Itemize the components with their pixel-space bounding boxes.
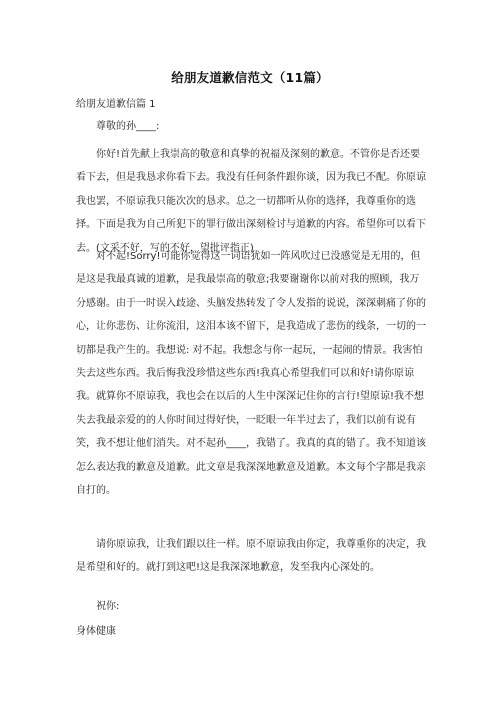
letter-closing-wish: 祝你:	[96, 601, 120, 612]
letter-paragraph-3: 请你原谅我，让我们跟以往一样。原不原谅我由你定，我尊重你的决定，我是希望和好的。就打到这吧!这是我深深地歉意，发至我内心深处的。	[76, 539, 426, 574]
letter-salutation: 尊敬的孙____:	[96, 121, 160, 132]
document-title: 给朋友道歉信范文（11篇）	[171, 70, 329, 85]
letter-paragraph-2: 对不起!Sorry!可能你觉得这一词语犹如一阵风吹过已没感觉是无用的，但是这是我最真诚的道歉，是我最崇高的敬意;我要谢谢你以前对我的照顾，我万分感谢。由于一时误入歧途、头脑发热转发了令人发指的说说，深深刺痛了你的心，让你悲伤、让你流泪，这泪本该不留下，是我造成了悲伤的线条，一切的一切都是我产生的。我想说: 对不起。我想念与你一起玩，一起闹的情景。我害怕失去这些东西。我后悔我没珍惜这些东西!我真心希望我们可以和好!请你原谅我。就算你不原谅我，我也会在以后的人生中深深记住你的言行!望原谅!我不想失去我最亲爱的的人你时间过得好快，一眨眼一年半过去了，我们以前有说有笑，我不想让他们消失。对不起孙____，我错了。我真的真的错了。我不知道该怎么表达我的歉意及道歉。此文章是我深深地歉意及道歉。本文每个字都是我亲自打的。	[76, 251, 426, 497]
letter-closing-health: 身体健康	[76, 626, 116, 637]
letter-paragraph-1: 你好!首先献上我崇高的敬意和真挚的祝福及深刻的歉意。不管你是否还要看下去，但是我恳求你看下去。我没有任何条件跟你谈，因为我已不配。你原谅我也罢，不原谅我只能次次的恳求。总之一切都听从你的选择，我尊重你的选择。下面是我为自己所犯下的罪行做出深刻检讨与道歉的内容。希望你可以看下去。(文采不好，写的不好，望批评指正)	[76, 149, 426, 254]
section-title: 给朋友道歉信篇 1	[76, 99, 156, 110]
